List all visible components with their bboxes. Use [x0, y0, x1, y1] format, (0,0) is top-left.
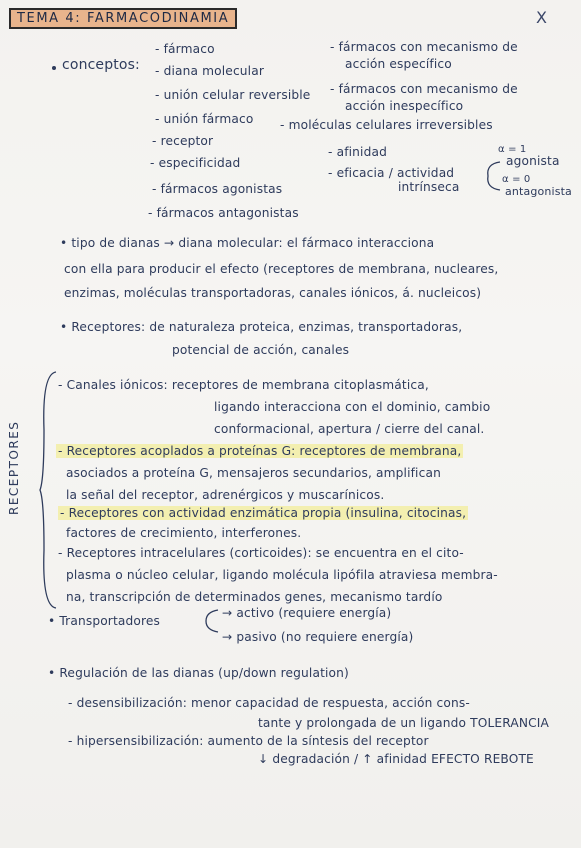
- concepto-item: - unión celular reversible: [155, 88, 311, 102]
- antagonista-label: antagonista: [505, 185, 572, 198]
- concepto-item: - diana molecular: [155, 64, 264, 78]
- concepto-item: acción inespecífico: [345, 99, 464, 113]
- tipo-dianas-line: • tipo de dianas → diana molecular: el fármaco interacciona: [60, 236, 435, 250]
- brace-icon: [200, 606, 222, 636]
- concepto-item: - unión fármaco: [155, 112, 254, 126]
- regulacion-title: • Regulación de las dianas (up/down regulation): [48, 666, 349, 680]
- canales-line: ligando interacciona con el dominio, cambio: [214, 400, 491, 414]
- receptores-side-label: RECEPTORES: [7, 420, 21, 515]
- concepto-item: intrínseca: [398, 180, 460, 194]
- receptores-line: potencial de acción, canales: [172, 343, 350, 357]
- regulacion-line: tante y prolongada de un ligando TOLERANCIA: [258, 716, 550, 730]
- enzimatica-text: - Receptores con actividad enzimática propia (insulina, citocinas,: [60, 506, 467, 520]
- concepto-item: - eficacia / actividad: [328, 166, 455, 180]
- concepto-item: - fármacos antagonistas: [148, 206, 299, 220]
- enzimatica-line: factores de crecimiento, interferones.: [66, 526, 302, 540]
- concepto-item: - fármacos con mecanismo de: [330, 82, 518, 96]
- concepto-item: - fármaco: [155, 42, 215, 56]
- tipo-dianas-line: enzimas, moléculas transportadoras, canales iónicos, á. nucleicos): [64, 286, 482, 300]
- acoplados-line: la señal del receptor, adrenérgicos y muscarínicos.: [66, 488, 385, 502]
- concepto-item: - fármacos agonistas: [152, 182, 283, 196]
- enzimatica-line: [58, 506, 468, 521]
- intracel-line: plasma o núcleo celular, ligando molécula lipófila atraviesa membra-: [66, 568, 498, 582]
- concepto-item: - fármacos con mecanismo de: [330, 40, 518, 54]
- left-brace-icon: [38, 370, 58, 610]
- acoplados-line: [56, 444, 463, 459]
- receptores-line: • Receptores: de naturaleza proteica, enzimas, transportadoras,: [60, 320, 463, 334]
- regulacion-line: - hipersensibilización: aumento de la síntesis del receptor: [68, 734, 429, 748]
- alpha-one: α = 1: [498, 144, 527, 155]
- concepto-item: - moléculas celulares irreversibles: [280, 118, 493, 132]
- transportadores-label: • Transportadores: [48, 614, 161, 628]
- concepto-item: acción específico: [345, 57, 452, 71]
- concepto-item: - especificidad: [150, 156, 241, 170]
- close-mark: X: [536, 8, 547, 27]
- alpha-zero: α = 0: [502, 174, 531, 185]
- transportador-activo: → activo (requiere energía): [222, 606, 392, 620]
- acoplados-text: - Receptores acoplados a proteínas G: receptores de membrana,: [58, 444, 462, 458]
- concepto-item: - receptor: [152, 134, 214, 148]
- intracel-line: na, transcripción de determinados genes, mecanismo tardío: [66, 590, 443, 604]
- tipo-dianas-line: con ella para producir el efecto (receptores de membrana, nucleares,: [64, 262, 499, 276]
- conceptos-label: conceptos:: [62, 57, 140, 73]
- regulacion-line: - desensibilización: menor capacidad de respuesta, acción cons-: [68, 696, 470, 710]
- page-title: TEMA 4: FARMACODINAMIA: [9, 8, 237, 29]
- transportador-pasivo: → pasivo (no requiere energía): [222, 630, 414, 644]
- canales-line: conformacional, apertura / cierre del canal.: [214, 422, 485, 436]
- canales-line: - Canales iónicos: receptores de membrana citoplasmática,: [58, 378, 429, 392]
- intracel-line: - Receptores intracelulares (corticoides): se encuentra en el cito-: [58, 546, 464, 560]
- concepto-item: - afinidad: [328, 145, 387, 159]
- acoplados-line: asociados a proteína G, mensajeros secundarios, amplifican: [66, 466, 441, 480]
- bullet-icon: [52, 66, 56, 70]
- regulacion-line: ↓ degradación / ↑ afinidad EFECTO REBOTE: [258, 752, 534, 766]
- agonista-label: agonista: [506, 154, 560, 168]
